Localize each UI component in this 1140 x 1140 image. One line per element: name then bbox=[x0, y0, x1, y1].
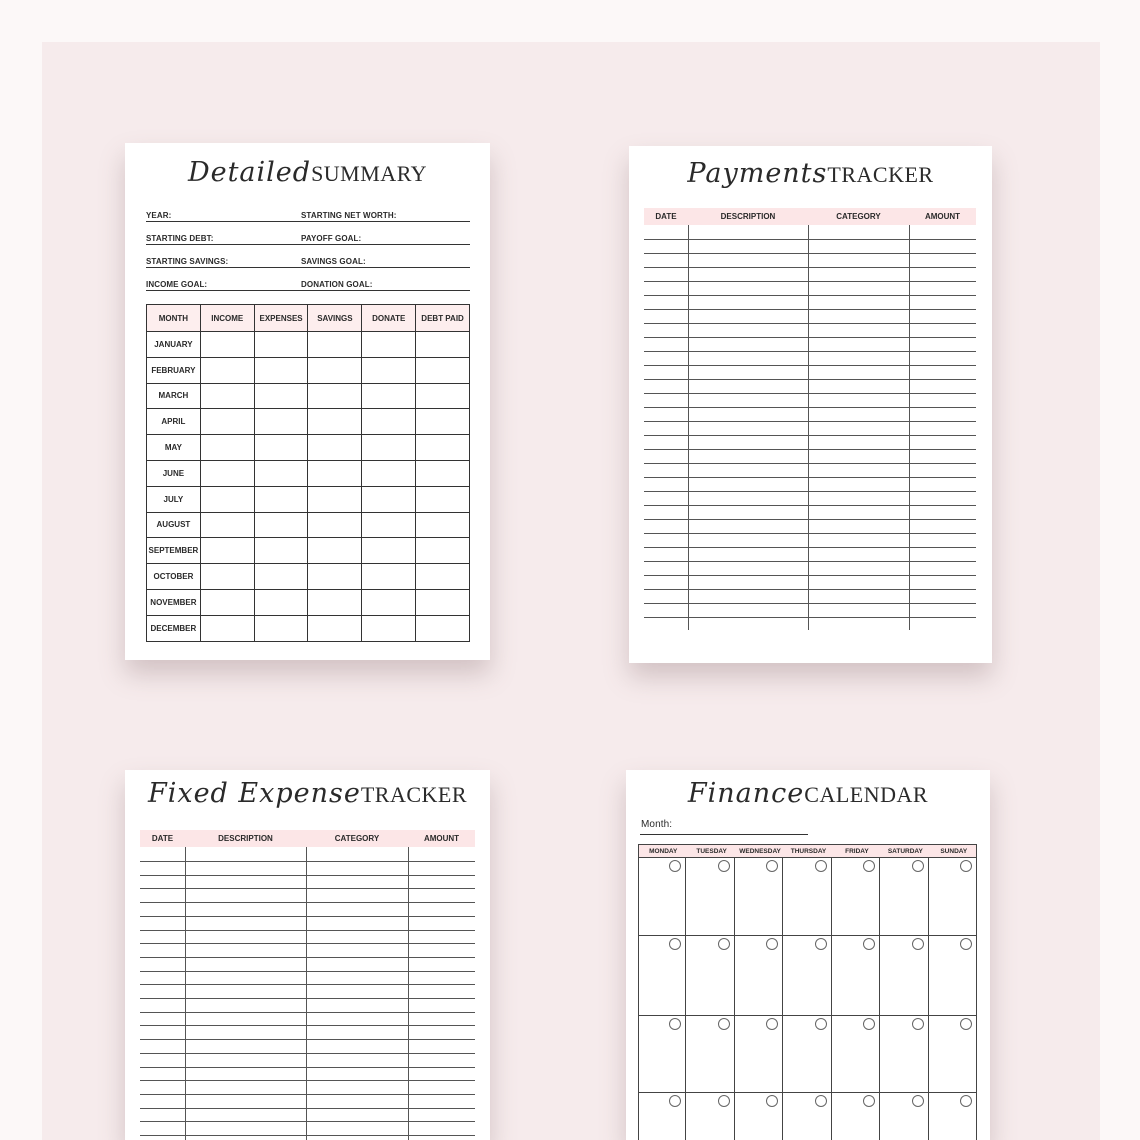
table-row[interactable] bbox=[140, 957, 475, 958]
table-row[interactable] bbox=[140, 1012, 475, 1013]
table-row[interactable] bbox=[140, 1067, 475, 1068]
entry-cell[interactable] bbox=[308, 512, 362, 538]
month-cell: APRIL bbox=[147, 409, 201, 435]
table-row[interactable] bbox=[644, 365, 976, 366]
entry-cell[interactable] bbox=[416, 615, 470, 641]
table-row[interactable] bbox=[644, 267, 976, 268]
entry-cell[interactable] bbox=[308, 564, 362, 590]
column-header: DATE bbox=[655, 212, 677, 221]
fixed-expense-sheet bbox=[125, 770, 490, 1140]
day-header: MONDAY bbox=[649, 847, 678, 855]
date-circle-icon bbox=[669, 860, 681, 872]
entry-cell[interactable] bbox=[254, 589, 308, 615]
entry-cell[interactable] bbox=[362, 615, 416, 641]
entry-cell[interactable] bbox=[308, 357, 362, 383]
date-circle-icon bbox=[863, 938, 875, 950]
date-circle-icon bbox=[718, 1095, 730, 1107]
table-row bbox=[147, 332, 470, 358]
entry-cell[interactable] bbox=[362, 332, 416, 358]
column-header: DATE bbox=[151, 834, 174, 843]
entry-cell[interactable] bbox=[200, 435, 254, 461]
column-divider bbox=[909, 225, 910, 630]
entry-cell[interactable] bbox=[416, 357, 470, 383]
column-header: DESCRIPTION bbox=[218, 834, 273, 843]
calendar-day-cell[interactable] bbox=[686, 1093, 734, 1140]
entry-cell[interactable] bbox=[200, 409, 254, 435]
entry-cell[interactable] bbox=[200, 512, 254, 538]
table-row[interactable] bbox=[140, 1039, 475, 1040]
table-row[interactable] bbox=[140, 861, 475, 862]
entry-cell[interactable] bbox=[362, 486, 416, 512]
entry-cell[interactable] bbox=[254, 332, 308, 358]
column-header: DEBT PAID bbox=[416, 305, 470, 332]
day-header: SATURDAY bbox=[887, 847, 923, 855]
month-cell: DECEMBER bbox=[147, 615, 201, 641]
calendar-day-cell[interactable] bbox=[880, 1093, 928, 1140]
date-circle-icon bbox=[718, 938, 730, 950]
summary-sheet bbox=[125, 143, 490, 660]
month-cell: SEPTEMBER bbox=[147, 538, 201, 564]
date-circle-icon bbox=[960, 1018, 972, 1030]
calendar-day-cell[interactable] bbox=[686, 1016, 734, 1093]
date-circle-icon bbox=[766, 1095, 778, 1107]
entry-cell[interactable] bbox=[200, 538, 254, 564]
month-cell: OCTOBER bbox=[147, 564, 201, 590]
day-header: TUESDAY bbox=[696, 847, 727, 855]
table-row bbox=[147, 357, 470, 383]
payments-title-script: Payments bbox=[687, 158, 828, 189]
table-row[interactable] bbox=[644, 589, 976, 590]
table-row[interactable] bbox=[140, 998, 475, 999]
entry-cell[interactable] bbox=[254, 615, 308, 641]
table-row[interactable] bbox=[140, 902, 475, 903]
payments-title-caps: TRACKER bbox=[827, 162, 934, 187]
entry-cell[interactable] bbox=[416, 409, 470, 435]
table-row[interactable] bbox=[644, 379, 976, 380]
table-row[interactable] bbox=[644, 421, 976, 422]
column-header: AMOUNT bbox=[924, 212, 961, 221]
calendar-day-cell[interactable] bbox=[735, 1093, 783, 1140]
calendar-day-cell[interactable] bbox=[638, 1093, 686, 1140]
entry-cell[interactable] bbox=[416, 486, 470, 512]
entry-cell[interactable] bbox=[362, 512, 416, 538]
calendar-day-cell[interactable] bbox=[929, 936, 977, 1016]
month-cell: JANUARY bbox=[147, 332, 201, 358]
field-label-right: DONATION GOAL: bbox=[301, 280, 373, 289]
table-row[interactable] bbox=[644, 351, 976, 352]
table-row[interactable] bbox=[644, 407, 976, 408]
table-row[interactable] bbox=[644, 449, 976, 450]
entry-cell[interactable] bbox=[308, 383, 362, 409]
table-row[interactable] bbox=[644, 603, 976, 604]
table-row bbox=[147, 435, 470, 461]
calendar-day-cell[interactable] bbox=[783, 1093, 831, 1140]
calendar-title-caps: CALENDAR bbox=[804, 782, 929, 807]
month-cell: AUGUST bbox=[147, 512, 201, 538]
date-circle-icon bbox=[863, 860, 875, 872]
table-header bbox=[644, 208, 976, 225]
table-row[interactable] bbox=[644, 505, 976, 506]
calendar-day-cell[interactable] bbox=[832, 936, 880, 1016]
entry-cell[interactable] bbox=[308, 409, 362, 435]
entry-cell[interactable] bbox=[308, 332, 362, 358]
fixed-title-script: Fixed Expense bbox=[147, 778, 361, 809]
entry-cell[interactable] bbox=[362, 357, 416, 383]
table-row[interactable] bbox=[644, 323, 976, 324]
table-row bbox=[147, 460, 470, 486]
table-row[interactable] bbox=[140, 984, 475, 985]
entry-cell[interactable] bbox=[416, 512, 470, 538]
entry-cell[interactable] bbox=[254, 486, 308, 512]
table-row[interactable] bbox=[644, 561, 976, 562]
table-row[interactable] bbox=[644, 393, 976, 394]
column-header: AMOUNT bbox=[423, 834, 460, 843]
date-circle-icon bbox=[766, 938, 778, 950]
entry-cell[interactable] bbox=[362, 589, 416, 615]
date-circle-icon bbox=[718, 1018, 730, 1030]
table-row[interactable] bbox=[644, 309, 976, 310]
table-row[interactable] bbox=[644, 463, 976, 464]
entry-cell[interactable] bbox=[362, 435, 416, 461]
entry-cell[interactable] bbox=[362, 564, 416, 590]
calendar-day-cell[interactable] bbox=[686, 858, 734, 936]
table-row[interactable] bbox=[140, 875, 475, 876]
entry-cell[interactable] bbox=[308, 589, 362, 615]
month-cell: JULY bbox=[147, 486, 201, 512]
entry-cell[interactable] bbox=[200, 332, 254, 358]
table-row[interactable] bbox=[644, 533, 976, 534]
entry-cell[interactable] bbox=[416, 564, 470, 590]
calendar-day-cell[interactable] bbox=[880, 1016, 928, 1093]
column-header: SAVINGS bbox=[308, 305, 362, 332]
table-row[interactable] bbox=[644, 337, 976, 338]
summary-title bbox=[125, 157, 490, 188]
calendar-sheet bbox=[626, 770, 990, 1140]
entry-cell[interactable] bbox=[416, 435, 470, 461]
date-circle-icon bbox=[669, 1018, 681, 1030]
month-label: Month: bbox=[641, 819, 673, 830]
table-row bbox=[147, 409, 470, 435]
entry-cell[interactable] bbox=[416, 332, 470, 358]
month-cell: MARCH bbox=[147, 383, 201, 409]
column-divider bbox=[688, 225, 689, 630]
table-row[interactable] bbox=[140, 1135, 475, 1136]
table-header bbox=[140, 830, 475, 847]
column-header: CATEGORY bbox=[836, 212, 881, 221]
field-underline bbox=[146, 221, 470, 222]
table-row[interactable] bbox=[140, 1121, 475, 1122]
day-header: THURSDAY bbox=[790, 847, 827, 855]
calendar-day-cell[interactable] bbox=[686, 936, 734, 1016]
summary-title-caps: SUMMARY bbox=[311, 161, 428, 186]
table-row[interactable] bbox=[644, 491, 976, 492]
calendar-day-cell[interactable] bbox=[832, 858, 880, 936]
entry-cell[interactable] bbox=[416, 538, 470, 564]
calendar-day-cell[interactable] bbox=[783, 1016, 831, 1093]
day-header: FRIDAY bbox=[845, 847, 869, 855]
calendar-title-script: Finance bbox=[687, 778, 805, 809]
calendar-day-cell[interactable] bbox=[638, 936, 686, 1016]
calendar-day-cell[interactable] bbox=[638, 858, 686, 936]
entry-cell[interactable] bbox=[254, 512, 308, 538]
entry-cell[interactable] bbox=[200, 357, 254, 383]
date-circle-icon bbox=[766, 860, 778, 872]
date-circle-icon bbox=[815, 860, 827, 872]
field-underline bbox=[146, 290, 470, 291]
entry-cell[interactable] bbox=[254, 409, 308, 435]
month-cell: NOVEMBER bbox=[147, 589, 201, 615]
field-label-left: YEAR: bbox=[146, 211, 172, 220]
day-header: SUNDAY bbox=[940, 847, 968, 855]
table-row[interactable] bbox=[140, 888, 475, 889]
table-row[interactable] bbox=[644, 575, 976, 576]
field-underline bbox=[146, 267, 470, 268]
table-row bbox=[147, 486, 470, 512]
field-label-right: PAYOFF GOAL: bbox=[301, 234, 362, 243]
column-header: DONATE bbox=[362, 305, 416, 332]
date-circle-icon bbox=[912, 1018, 924, 1030]
date-circle-icon bbox=[766, 1018, 778, 1030]
entry-cell[interactable] bbox=[362, 460, 416, 486]
column-header: EXPENSES bbox=[254, 305, 308, 332]
table-row[interactable] bbox=[644, 519, 976, 520]
table-row[interactable] bbox=[140, 1094, 475, 1095]
summary-title-script: Detailed bbox=[187, 157, 312, 188]
table-row bbox=[147, 564, 470, 590]
table-row[interactable] bbox=[644, 617, 976, 618]
table-row[interactable] bbox=[644, 295, 976, 296]
table-row bbox=[147, 589, 470, 615]
month-cell: MAY bbox=[147, 435, 201, 461]
payments-sheet bbox=[629, 146, 992, 663]
month-underline bbox=[640, 834, 808, 835]
table-row[interactable] bbox=[140, 916, 475, 917]
field-label-left: INCOME GOAL: bbox=[146, 280, 208, 289]
date-circle-icon bbox=[815, 938, 827, 950]
calendar-day-cell[interactable] bbox=[880, 936, 928, 1016]
calendar-day-cell[interactable] bbox=[783, 858, 831, 936]
date-circle-icon bbox=[960, 1095, 972, 1107]
entry-cell[interactable] bbox=[308, 435, 362, 461]
entry-cell[interactable] bbox=[308, 460, 362, 486]
entry-cell[interactable] bbox=[200, 564, 254, 590]
table-row[interactable] bbox=[140, 943, 475, 944]
fixed-title-caps: TRACKER bbox=[360, 782, 468, 807]
table-row bbox=[147, 615, 470, 641]
entry-cell[interactable] bbox=[200, 486, 254, 512]
field-label-right: STARTING NET WORTH: bbox=[301, 211, 397, 220]
column-header: CATEGORY bbox=[334, 834, 380, 843]
date-circle-icon bbox=[669, 1095, 681, 1107]
calendar-day-cell[interactable] bbox=[929, 1093, 977, 1140]
calendar-day-cell[interactable] bbox=[832, 1093, 880, 1140]
calendar-day-cell[interactable] bbox=[735, 936, 783, 1016]
table-row bbox=[147, 538, 470, 564]
column-divider bbox=[808, 225, 809, 630]
entry-cell[interactable] bbox=[200, 460, 254, 486]
calendar-day-cell[interactable] bbox=[735, 1016, 783, 1093]
column-header: DESCRIPTION bbox=[720, 212, 776, 221]
table-row[interactable] bbox=[644, 253, 976, 254]
table-row[interactable] bbox=[140, 971, 475, 972]
month-cell: FEBRUARY bbox=[147, 357, 201, 383]
table-row[interactable] bbox=[644, 239, 976, 240]
entry-cell[interactable] bbox=[200, 383, 254, 409]
day-header: WEDNESDAY bbox=[739, 847, 781, 855]
table-row[interactable] bbox=[140, 1108, 475, 1109]
entry-cell[interactable] bbox=[416, 383, 470, 409]
date-circle-icon bbox=[912, 1095, 924, 1107]
table-row[interactable] bbox=[644, 477, 976, 478]
entry-cell[interactable] bbox=[254, 357, 308, 383]
entry-cell[interactable] bbox=[254, 383, 308, 409]
fixed-title bbox=[125, 778, 490, 809]
summary-table-header bbox=[147, 305, 470, 332]
entry-cell[interactable] bbox=[308, 615, 362, 641]
table-row bbox=[147, 383, 470, 409]
entry-cell[interactable] bbox=[308, 486, 362, 512]
entry-cell[interactable] bbox=[362, 383, 416, 409]
date-circle-icon bbox=[912, 860, 924, 872]
calendar-title bbox=[626, 778, 990, 809]
entry-cell[interactable] bbox=[254, 538, 308, 564]
entry-cell[interactable] bbox=[416, 589, 470, 615]
calendar-day-cell[interactable] bbox=[929, 1016, 977, 1093]
calendar-day-cell[interactable] bbox=[880, 858, 928, 936]
table-row[interactable] bbox=[644, 435, 976, 436]
calendar-day-cell[interactable] bbox=[929, 858, 977, 936]
date-circle-icon bbox=[815, 1018, 827, 1030]
calendar-header bbox=[638, 844, 977, 858]
column-divider bbox=[306, 847, 307, 1140]
date-circle-icon bbox=[863, 1018, 875, 1030]
calendar-day-cell[interactable] bbox=[638, 1016, 686, 1093]
table-row bbox=[147, 512, 470, 538]
summary-table bbox=[146, 304, 470, 642]
table-row[interactable] bbox=[644, 281, 976, 282]
entry-cell[interactable] bbox=[416, 460, 470, 486]
column-divider bbox=[408, 847, 409, 1140]
date-circle-icon bbox=[912, 938, 924, 950]
calendar-day-cell[interactable] bbox=[783, 936, 831, 1016]
date-circle-icon bbox=[815, 1095, 827, 1107]
field-underline bbox=[146, 244, 470, 245]
date-circle-icon bbox=[669, 938, 681, 950]
entry-cell[interactable] bbox=[254, 460, 308, 486]
entry-cell[interactable] bbox=[200, 615, 254, 641]
table-row[interactable] bbox=[140, 1080, 475, 1081]
column-header: MONTH bbox=[147, 305, 201, 332]
table-row[interactable] bbox=[140, 1053, 475, 1054]
table-row[interactable] bbox=[140, 1025, 475, 1026]
date-circle-icon bbox=[960, 860, 972, 872]
month-cell: JUNE bbox=[147, 460, 201, 486]
column-divider bbox=[185, 847, 186, 1140]
table-row[interactable] bbox=[644, 547, 976, 548]
calendar-day-cell[interactable] bbox=[832, 1016, 880, 1093]
calendar-day-cell[interactable] bbox=[735, 858, 783, 936]
payments-title bbox=[629, 158, 992, 189]
entry-cell[interactable] bbox=[308, 538, 362, 564]
field-label-left: STARTING SAVINGS: bbox=[146, 257, 229, 266]
field-label-right: SAVINGS GOAL: bbox=[301, 257, 366, 266]
entry-cell[interactable] bbox=[362, 409, 416, 435]
entry-cell[interactable] bbox=[200, 589, 254, 615]
date-circle-icon bbox=[960, 938, 972, 950]
date-circle-icon bbox=[863, 1095, 875, 1107]
date-circle-icon bbox=[718, 860, 730, 872]
field-label-left: STARTING DEBT: bbox=[146, 234, 214, 243]
column-header: INCOME bbox=[200, 305, 254, 332]
entry-cell[interactable] bbox=[254, 435, 308, 461]
entry-cell[interactable] bbox=[254, 564, 308, 590]
table-row[interactable] bbox=[140, 930, 475, 931]
entry-cell[interactable] bbox=[362, 538, 416, 564]
